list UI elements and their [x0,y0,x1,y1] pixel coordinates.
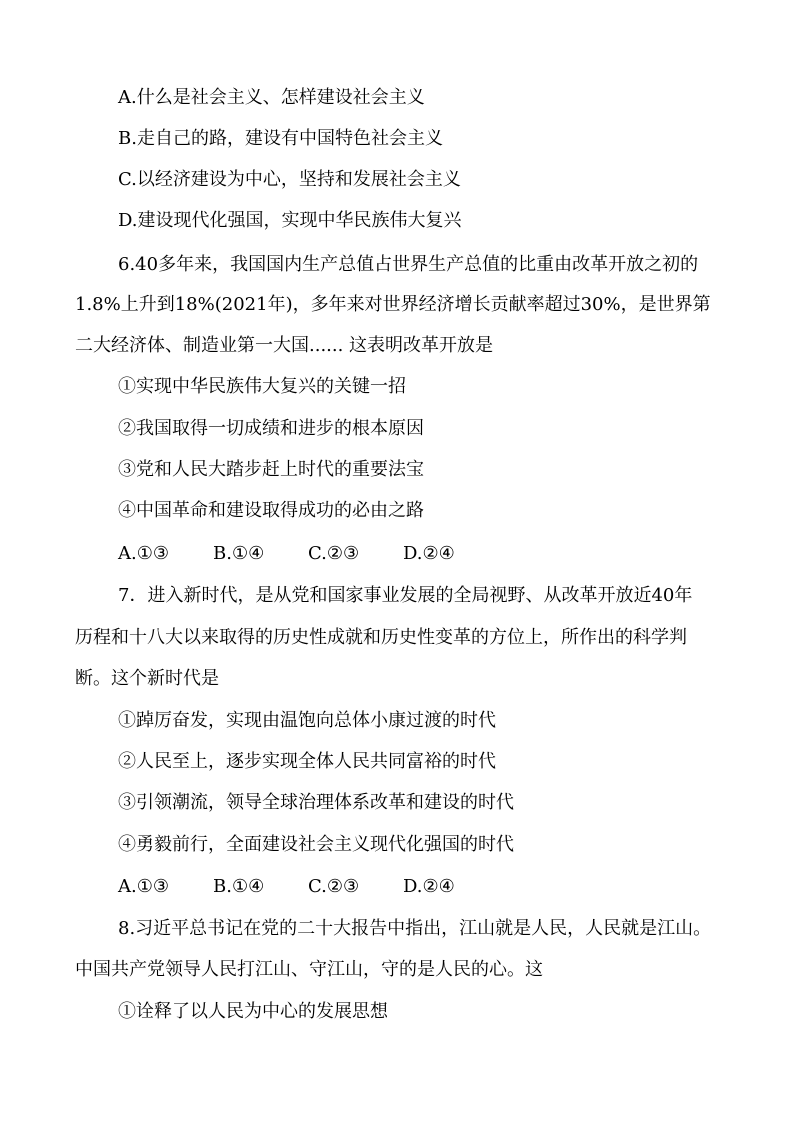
q6-item-2: ②我国取得一切成绩和进步的根本原因 [118,418,424,439]
q7-item-1: ①踔厉奋发，实现由温饱向总体小康过渡的时代 [118,710,496,731]
q6-item-4: ④中国革命和建设取得成功的必由之路 [118,500,424,521]
q7-stem-line-2: 历程和十八大以来取得的历史性成就和历史性变革的方位上，所作出的科学判 [75,627,687,648]
q5-option-c: C.以经济建设为中心，坚持和发展社会主义 [118,169,461,190]
q7-choice-a: A.①③ [118,876,169,897]
q7-stem-line-3: 断。这个新时代是 [75,668,219,689]
q6-choice-c: C.②③ [308,543,360,564]
q6-choice-d: D.②④ [403,543,455,564]
q6-item-3: ③党和人民大踏步赶上时代的重要法宝 [118,459,424,480]
q7-stem-line-1: 7．进入新时代，是从党和国家事业发展的全局视野、从改革开放近40年 [118,585,693,606]
q6-stem-line-1: 6.40多年来，我国国内生产总值占世界生产总值的比重由改革开放之初的 [118,254,699,275]
q6-choice-a: A.①③ [118,543,169,564]
q5-option-a: A.什么是社会主义、怎样建设社会主义 [118,87,425,108]
q6-choice-b: B.①④ [213,543,265,564]
q7-choices [118,875,455,899]
q6-stem-line-2: 1.8%上升到18%(2021年)，多年来对世界经济增长贡献率超过30%，是世界第 [75,294,711,315]
q7-item-3: ③引领潮流，领导全球治理体系改革和建设的时代 [118,792,514,813]
q7-item-4: ④勇毅前行，全面建设社会主义现代化强国的时代 [118,834,514,855]
q7-item-2: ②人民至上，逐步实现全体人民共同富裕的时代 [118,751,496,772]
q6-stem-line-3: 二大经济体、制造业第一大国...... 这表明改革开放是 [75,335,494,356]
q6-item-1: ①实现中华民族伟大复兴的关键一招 [118,376,406,397]
q7-choice-d: D.②④ [403,876,455,897]
q8-stem-line-1: 8.习近平总书记在党的二十大报告中指出，江山就是人民，人民就是江山。 [118,918,712,939]
q7-choice-c: C.②③ [308,876,360,897]
q6-choices [118,542,455,566]
q5-option-d: D.建设现代化强国，实现中华民族伟大复兴 [118,210,462,231]
q8-stem-line-2: 中国共产党领导人民打江山、守江山，守的是人民的心。这 [75,959,543,980]
q7-choice-b: B.①④ [213,876,265,897]
q8-item-1: ①诠释了以人民为中心的发展思想 [118,1001,388,1022]
q5-option-b: B.走自己的路，建设有中国特色社会主义 [118,128,443,149]
